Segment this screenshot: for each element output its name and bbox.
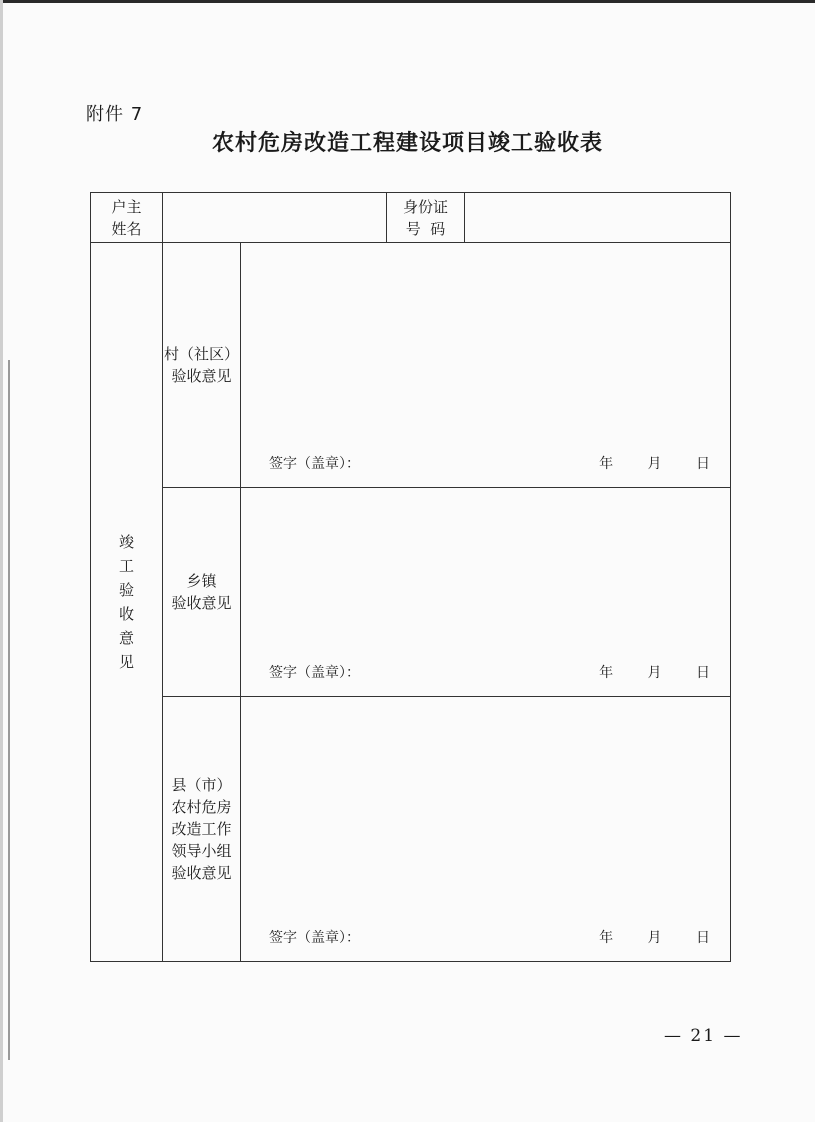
- page-title: 农村危房改造工程建设项目竣工验收表: [211, 130, 603, 156]
- acceptance-form-table: [90, 192, 731, 962]
- section-char: 见: [118, 653, 134, 671]
- village-opinion-row: [91, 243, 731, 488]
- date-line: [569, 927, 710, 947]
- township-opinion-label: [163, 488, 241, 697]
- month-label: 月: [647, 665, 662, 681]
- year-label: 年: [599, 456, 614, 472]
- year-label: 年: [599, 665, 614, 681]
- signature-label: 签字（盖章）：: [269, 665, 360, 681]
- month-label: 月: [647, 930, 662, 946]
- month-label: 月: [647, 456, 662, 472]
- signature-label: 签字（盖章）：: [269, 930, 360, 946]
- day-label: 日: [696, 930, 710, 946]
- scan-edge-left: [0, 0, 3, 1122]
- attachment-label: 附件 7: [86, 104, 144, 125]
- date-line: [569, 662, 710, 682]
- village-opinion-field[interactable]: [241, 243, 731, 488]
- label-line: 验收意见: [171, 864, 232, 882]
- id-number-label-cell: [387, 193, 465, 243]
- owner-name-label-cell: [91, 193, 163, 243]
- owner-label-line-2: 姓名: [111, 219, 142, 238]
- label-line: 县（市）: [171, 776, 232, 794]
- page-number: — 21 —: [664, 1026, 743, 1046]
- day-label: 日: [696, 456, 710, 472]
- label-line: 村（社区）: [163, 345, 239, 363]
- county-opinion-label: [163, 697, 241, 962]
- section-char: 竣: [118, 533, 134, 551]
- scan-binding-line: [8, 360, 10, 1060]
- year-label: 年: [599, 930, 614, 946]
- section-label-cell: [91, 243, 163, 962]
- section-char: 工: [118, 557, 134, 575]
- date-line: [569, 453, 710, 473]
- section-char: 意: [118, 629, 134, 647]
- scan-edge-top: [0, 0, 815, 3]
- township-opinion-row: [91, 488, 731, 697]
- id-number-field[interactable]: [465, 193, 731, 243]
- label-line: 农村危房: [171, 798, 232, 816]
- section-char: 收: [118, 605, 134, 623]
- label-line: 乡镇: [186, 572, 217, 590]
- label-line: 验收意见: [171, 367, 232, 385]
- township-opinion-field[interactable]: [241, 488, 731, 697]
- label-line: 领导小组: [171, 842, 232, 860]
- county-opinion-field[interactable]: [241, 697, 731, 962]
- owner-row: [91, 193, 731, 243]
- village-opinion-label: [163, 243, 241, 488]
- id-label-line-2: 号 码: [405, 219, 446, 238]
- label-line: 验收意见: [171, 594, 232, 612]
- owner-label-line-1: 户主: [111, 197, 142, 216]
- owner-name-field[interactable]: [163, 193, 387, 243]
- section-char: 验: [118, 581, 134, 599]
- id-label-line-1: 身份证: [402, 197, 448, 216]
- signature-label: 签字（盖章）：: [269, 456, 360, 472]
- day-label: 日: [696, 665, 710, 681]
- label-line: 改造工作: [171, 820, 232, 838]
- county-opinion-row: [91, 697, 731, 962]
